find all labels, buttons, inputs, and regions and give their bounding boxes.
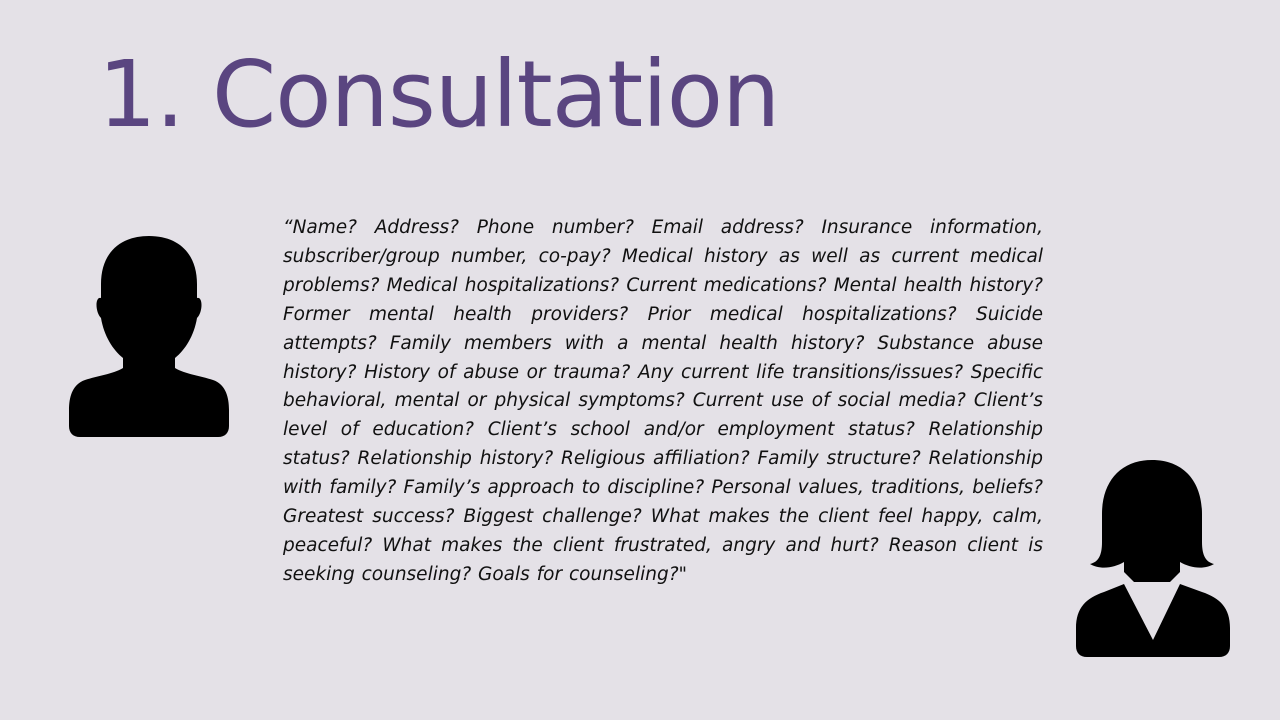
consultation-questions-text: “Name? Address? Phone number? Email address? Insurance information, subscriber/group number, co-pay? Medical history as well as current medical problems? Medical hospitalizations? Current medications? Mental health history? Former mental health providers? Prior medical hospitalizations? Suicide attempts? Family members with a mental health history? Substance abuse history? History of abuse or trauma? Any current life transitions/issues? Specific behavioral, mental or physical symptoms? Current use of social media? Client’s level of education? Client’s school and/or employment status? Relationship status? Relationship history? Religious affiliation? Family structure? Relationship with family? Family’s approach to discipline? Personal values, traditions, beliefs? Greatest success? Biggest challenge? What makes the client feel happy, calm, peaceful? What makes the client frustrated, angry and hurt? Reason client is seeking counseling? Goals for counseling?" bbox=[283, 217, 1043, 585]
slide-title: 1. Consultation bbox=[98, 41, 780, 148]
male-person-icon bbox=[67, 234, 231, 438]
female-person-icon bbox=[1074, 458, 1232, 658]
